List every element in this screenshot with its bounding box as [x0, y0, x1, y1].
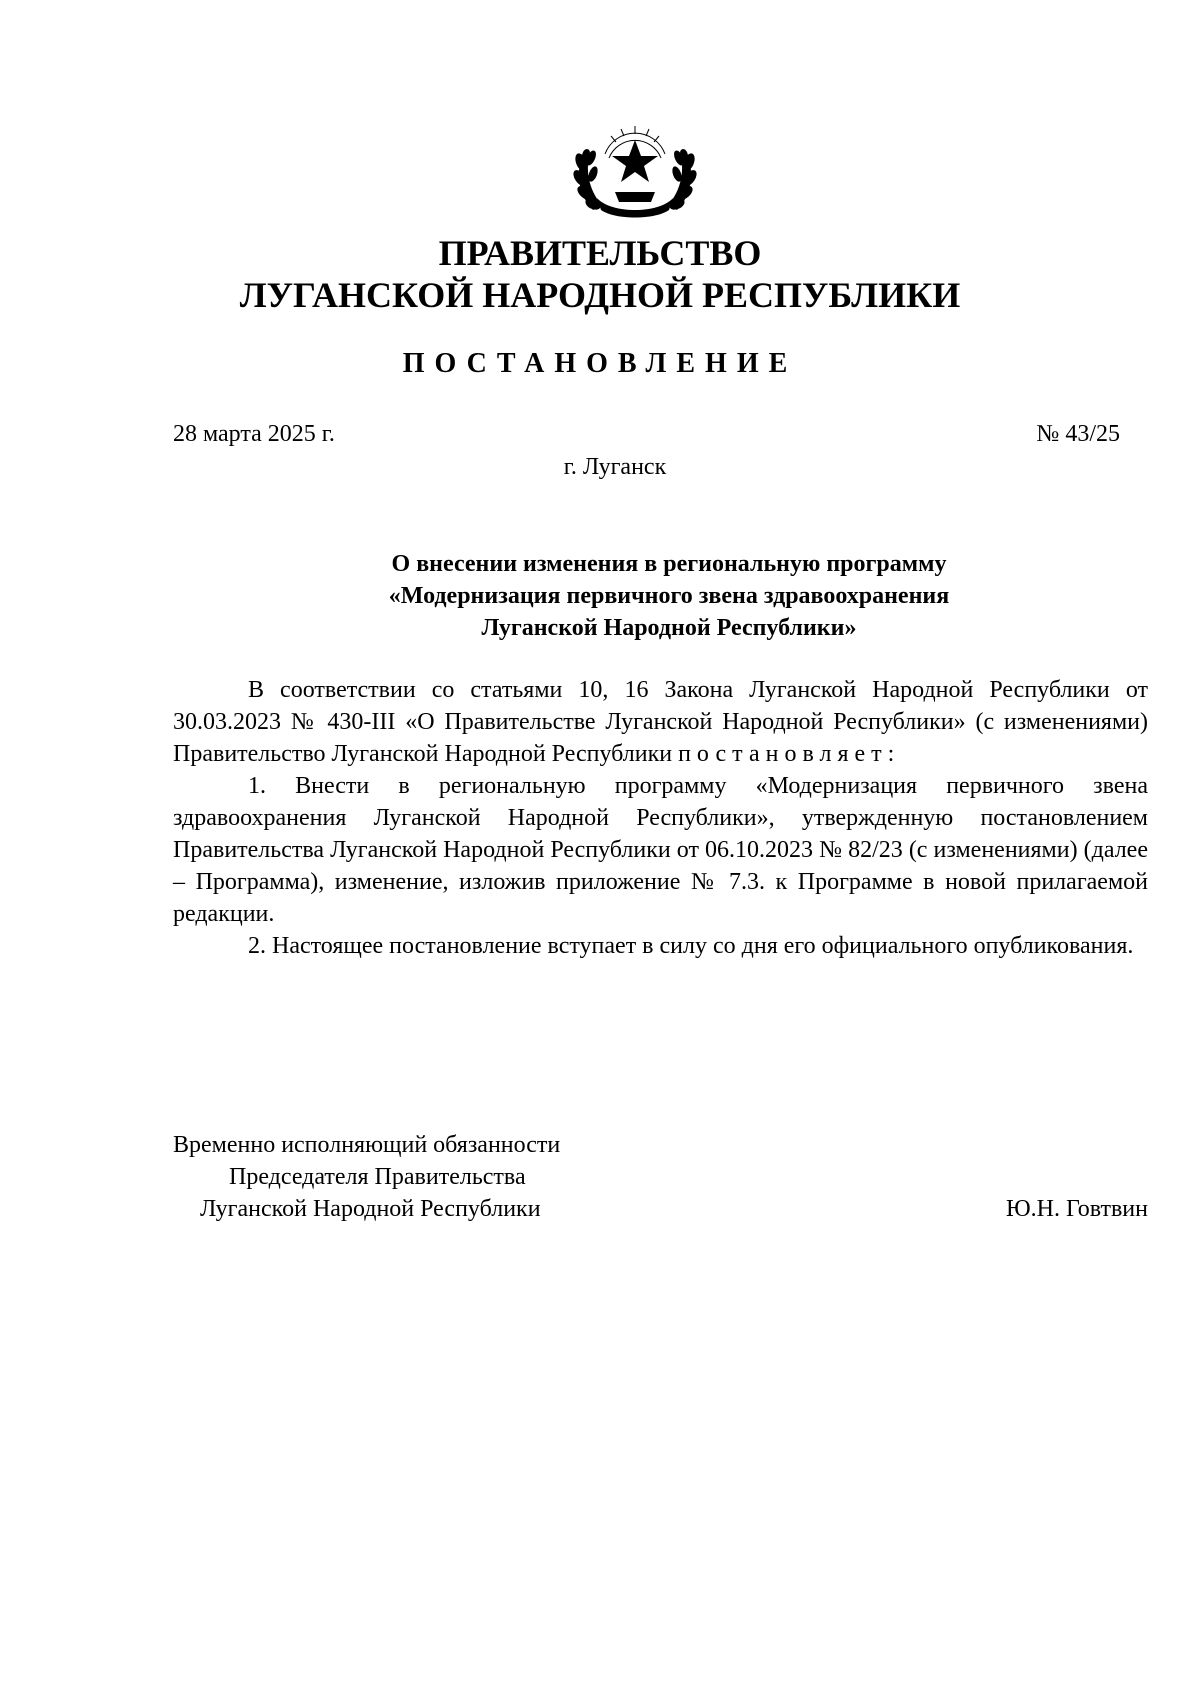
signature-block: [173, 1129, 1148, 1225]
signer-position-line3: Луганской Народной Республики: [200, 1196, 541, 1222]
document-subject: [300, 548, 1038, 644]
signer-position-line1: Временно исполняющий обязанности: [173, 1132, 561, 1158]
preamble-text: В соответствии со статьями 10, 16 Закона Луганской Народной Республики от 30.03.2023 № 430-III «О Правительстве Луганской Народной Республики» (с изменениями) Правительство Луганской Народной Республики: [173, 677, 1148, 767]
decree-item-2: 2. Настоящее постановление вступает в силу со дня его официального опубликования.: [248, 933, 1134, 959]
document-body: [173, 674, 1148, 962]
subject-line1: О внесении изменения в региональную программу: [391, 551, 947, 577]
document-type: ПОСТАНОВЛЕНИЕ: [402, 348, 798, 379]
signer-name: Ю.Н. Говтвин: [1005, 1196, 1148, 1222]
document-date: 28 марта 2025 г.: [173, 421, 335, 447]
subject-line3: Луганской Народной Республики»: [481, 615, 857, 641]
preamble-paragraph: [173, 674, 1148, 770]
government-title-line1: ПРАВИТЕЛЬСТВО: [438, 233, 762, 273]
document-number: № 43/25: [1036, 421, 1120, 447]
government-title-line2: ЛУГАНСКОЙ НАРОДНОЙ РЕСПУБЛИКИ: [239, 275, 961, 315]
coat-of-arms-emblem: [571, 118, 699, 218]
decree-word: постановляет:: [678, 741, 901, 767]
decree-item-1: 1. Внести в региональную программу «Модернизация первичного звена здравоохранения Луганской Народной Республики», утвержденную постановлением Правительства Луганской Народной Республики от 06.10.2023 № 82/23 (с изменениями) (далее – Программа), изменение, изложив приложение № 7.3. к Программе в новой прилагаемой редакции.: [173, 773, 1148, 927]
signer-position-line2: Председателя Правительства: [229, 1164, 526, 1190]
document-city: г. Луганск: [563, 454, 667, 480]
subject-line2: «Модернизация первичного звена здравоохранения: [388, 583, 950, 609]
